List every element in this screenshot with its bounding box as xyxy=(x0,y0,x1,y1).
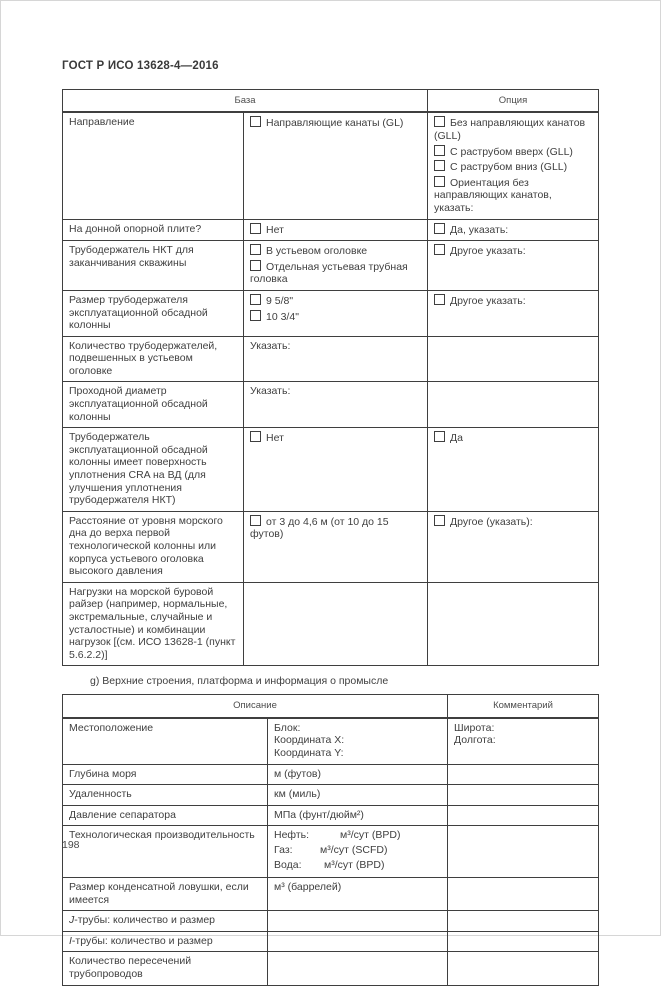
comment-cell xyxy=(448,952,599,985)
base-cell xyxy=(244,219,428,241)
checkbox-option xyxy=(250,260,421,286)
field-label: Вода: xyxy=(274,858,302,871)
checkbox-option xyxy=(250,223,421,237)
table-row xyxy=(63,911,599,932)
checkbox-option xyxy=(434,160,592,174)
row-label: Трубодержатель эксплуатационной обсадной колонны имеет поверхность уплотнения CRA на ВД (для улучшения уплотнения трубодержателя НКТ) xyxy=(63,428,244,512)
base-cell xyxy=(244,582,428,666)
checkbox-label: Отдельная устьевая трубная головка xyxy=(250,260,408,286)
row-label: Давление сепаратора xyxy=(63,805,268,826)
base-cell: Указать: xyxy=(244,336,428,382)
table-row xyxy=(63,219,599,241)
row-label: Трубодержатель НКТ для заканчивания скважины xyxy=(63,241,244,291)
option-cell xyxy=(428,382,599,428)
base-cell xyxy=(244,112,428,219)
unit-cell: км (миль) xyxy=(268,785,448,806)
row-label: Нагрузки на морской буровой райзер (например, нормальные, экстремальные, случайные и усталостные) и комбинации нагрузок [(см. ИСО 13628-1 (пункт 5.6.2.2)] xyxy=(63,582,244,666)
description-cell xyxy=(268,931,448,952)
table-row xyxy=(63,952,599,985)
checkbox-icon[interactable] xyxy=(434,515,445,526)
header-base: База xyxy=(63,90,428,113)
production-line xyxy=(274,844,441,857)
option-cell xyxy=(428,112,599,219)
row-label xyxy=(63,911,268,932)
row-label: Местоположение xyxy=(63,718,268,764)
checkbox-option xyxy=(434,116,592,142)
checkbox-option xyxy=(434,431,592,445)
row-label: Размер трубодержателя эксплуатационной обсадной колонны xyxy=(63,290,244,336)
document-code: ГОСТ Р ИСО 13628-4—2016 xyxy=(62,60,219,72)
base-cell xyxy=(244,428,428,512)
field-label: Нефть: xyxy=(274,829,310,842)
checkbox-option xyxy=(250,116,421,130)
table-row xyxy=(63,582,599,666)
checkbox-label: Ориентация без направляющих канатов, указать: xyxy=(434,176,552,214)
comment-cell xyxy=(448,718,599,764)
section-heading: g) Верхние строения, платформа и информация о промысле xyxy=(90,675,389,688)
option-cell xyxy=(428,241,599,291)
table-header-row xyxy=(63,695,599,718)
table-row xyxy=(63,718,599,764)
base-cell xyxy=(244,511,428,582)
description-cell xyxy=(268,911,448,932)
row-label: Расстояние от уровня морского дна до верха первой технологической колонны или корпуса устьевого оголовка высокого давления xyxy=(63,511,244,582)
comment-cell xyxy=(448,911,599,932)
table-row xyxy=(63,931,599,952)
table-row xyxy=(63,428,599,512)
checkbox-label: Нет xyxy=(266,223,284,236)
row-label-text: -трубы: количество и размер xyxy=(71,934,213,947)
row-label: Количество пересечений трубопроводов xyxy=(63,952,268,985)
checkbox-option xyxy=(250,294,421,308)
field-label: Координата X: xyxy=(274,734,345,747)
checkbox-icon[interactable] xyxy=(434,244,445,255)
table-header-row xyxy=(63,90,599,113)
header-description: Описание xyxy=(63,695,448,718)
field-label: Газ: xyxy=(274,843,293,856)
option-cell xyxy=(428,290,599,336)
row-label: Проходной диаметр эксплуатационной обсадной колонны xyxy=(63,382,244,428)
production-line xyxy=(274,829,441,842)
checkbox-icon[interactable] xyxy=(250,244,261,255)
checkbox-icon[interactable] xyxy=(250,515,261,526)
description-cell xyxy=(268,952,448,985)
option-cell xyxy=(428,428,599,512)
comment-cell xyxy=(448,805,599,826)
checkbox-label: С раструбом вверх (GLL) xyxy=(450,145,573,158)
row-label-italic-prefix: J xyxy=(69,914,75,927)
table-row xyxy=(63,878,599,911)
checkbox-label: 9 5/8" xyxy=(266,294,294,307)
base-option-table xyxy=(62,89,599,666)
document-page xyxy=(62,60,599,986)
unit-cell: МПа (фунт/дюйм²) xyxy=(268,805,448,826)
production-line xyxy=(274,859,441,872)
base-cell: Указать: xyxy=(244,382,428,428)
unit-label: м³/сут (BPD) xyxy=(324,858,385,871)
field-label: Широта: xyxy=(454,721,495,734)
checkbox-label: С раструбом вниз (GLL) xyxy=(450,161,568,174)
row-label: Удаленность xyxy=(63,785,268,806)
topside-info-table xyxy=(62,694,599,985)
checkbox-icon[interactable] xyxy=(434,176,445,187)
row-label: Направление xyxy=(63,112,244,219)
comment-cell xyxy=(448,785,599,806)
checkbox-label: Направляющие канаты (GL) xyxy=(266,117,404,130)
checkbox-label: В устьевом оголовке xyxy=(266,245,368,258)
checkbox-icon[interactable] xyxy=(434,431,445,442)
table-row xyxy=(63,511,599,582)
checkbox-icon[interactable] xyxy=(250,431,261,442)
checkbox-option xyxy=(250,244,421,258)
checkbox-label: 10 3/4" xyxy=(266,310,299,323)
table-row xyxy=(63,112,599,219)
checkbox-icon[interactable] xyxy=(434,223,445,234)
row-label-italic-prefix: I xyxy=(69,934,72,947)
row-label: Размер конденсатной ловушки, если имеется xyxy=(63,878,268,911)
checkbox-option xyxy=(434,294,592,308)
checkbox-option xyxy=(434,176,592,215)
unit-label: м³/сут (SCFD) xyxy=(320,843,388,856)
checkbox-label: Да, указать: xyxy=(450,223,509,236)
checkbox-icon[interactable] xyxy=(250,116,261,127)
row-label: Количество трубодержателей, подвешенных в устьевом оголовке xyxy=(63,336,244,382)
comment-cell xyxy=(448,826,599,878)
unit-cell: м³ (баррелей) xyxy=(268,878,448,911)
checkbox-icon[interactable] xyxy=(434,294,445,305)
option-cell xyxy=(428,511,599,582)
checkbox-icon[interactable] xyxy=(250,310,261,321)
checkbox-label: Другое указать: xyxy=(450,294,526,307)
table-row xyxy=(63,826,599,878)
row-label xyxy=(63,931,268,952)
comment-cell xyxy=(448,878,599,911)
row-label: На донной опорной плите? xyxy=(63,219,244,241)
unit-cell: м (футов) xyxy=(268,764,448,785)
table-row xyxy=(63,336,599,382)
checkbox-icon[interactable] xyxy=(434,160,445,171)
base-cell xyxy=(244,241,428,291)
table-row xyxy=(63,382,599,428)
base-cell xyxy=(244,290,428,336)
header-comment: Комментарий xyxy=(448,695,599,718)
table-row xyxy=(63,290,599,336)
header-option: Опция xyxy=(428,90,599,113)
checkbox-label: Другое (указать): xyxy=(450,515,533,528)
checkbox-icon[interactable] xyxy=(250,260,261,271)
row-label-text: -трубы: количество и размер xyxy=(74,914,215,927)
checkbox-icon[interactable] xyxy=(434,116,445,127)
checkbox-option xyxy=(250,310,421,324)
table-row xyxy=(63,805,599,826)
checkbox-icon[interactable] xyxy=(434,145,445,156)
comment-cell xyxy=(448,931,599,952)
description-cell xyxy=(268,718,448,764)
field-label: Координата Y: xyxy=(274,746,344,759)
checkbox-icon[interactable] xyxy=(250,294,261,305)
table-row xyxy=(63,241,599,291)
checkbox-option xyxy=(434,223,592,237)
checkbox-option xyxy=(434,145,592,159)
unit-label: м³/сут (BPD) xyxy=(340,829,401,842)
checkbox-label: Да xyxy=(450,432,463,445)
option-cell xyxy=(428,582,599,666)
page-number: 198 xyxy=(62,839,80,851)
checkbox-label: Другое указать: xyxy=(450,245,526,258)
option-cell xyxy=(428,336,599,382)
checkbox-label: от 3 до 4,6 м (от 10 до 15 футов) xyxy=(250,515,389,541)
checkbox-option xyxy=(250,431,421,445)
field-label: Долгота: xyxy=(454,734,496,747)
checkbox-label: Нет xyxy=(266,432,284,445)
table-row xyxy=(63,764,599,785)
checkbox-option xyxy=(434,244,592,258)
option-cell xyxy=(428,219,599,241)
checkbox-option xyxy=(434,515,592,529)
row-label: Технологическая производительность xyxy=(63,826,268,878)
row-label: Глубина моря xyxy=(63,764,268,785)
checkbox-option xyxy=(250,515,421,541)
comment-cell xyxy=(448,764,599,785)
table-row xyxy=(63,785,599,806)
checkbox-label: Без направляющих канатов (GLL) xyxy=(434,117,586,142)
description-cell xyxy=(268,826,448,878)
field-label: Блок: xyxy=(274,721,301,734)
checkbox-icon[interactable] xyxy=(250,223,261,234)
